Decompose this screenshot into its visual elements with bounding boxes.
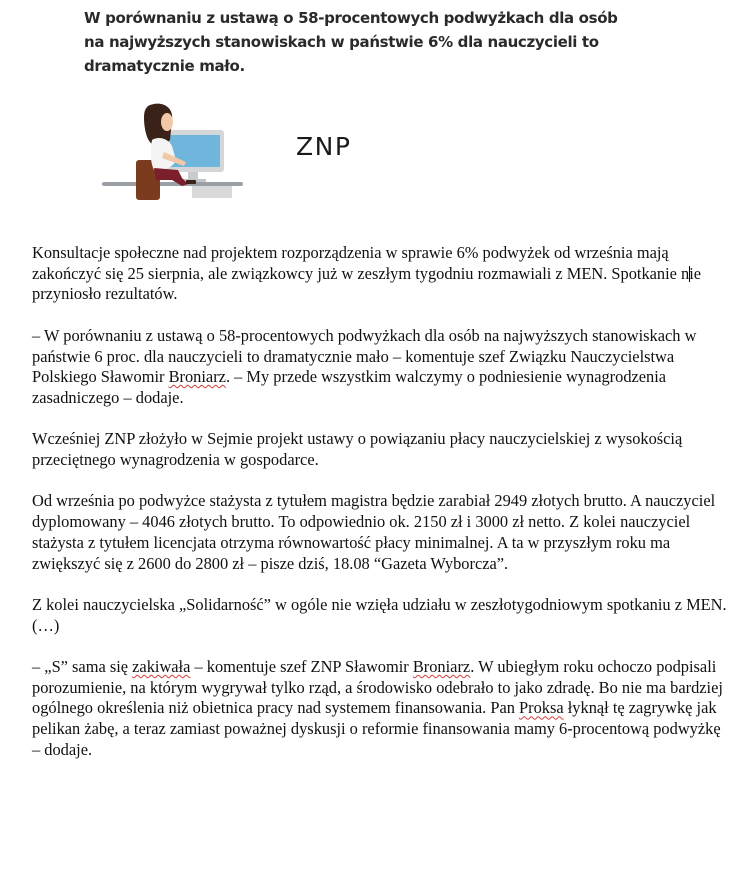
article-paragraph [32, 657, 732, 761]
misspelled-word[interactable]: Broniarz [168, 367, 226, 387]
article-paragraph: Od września po podwyżce stażysta z tytułem magistra będzie zarabiał 2949 złotych brutto. A nauczyciel dyplomowany – 4046 złotych brutto. To odpowiednio ok. 2150 zł i 3000 zł netto. Z kolei nauczyciel stażysta z tytułem licencjata otrzyma równowartość płacy minimalnej. A ta w przyszłym roku ma zwiększyć się z 2600 do 2800 zł – pisze dziś, 18.08 “Gazeta Wyborcza”. [32, 491, 716, 573]
paragraph-text: – „S” sama się [32, 656, 133, 676]
paragraph-text: Konsultacje społeczne nad projektem rozporządzenia w sprawie 6% podwyżek od września mają zakończyć się 25 sierpnia, ale związkowcy już w zeszłym tygodniu rozmawiali z MEN. Spotkanie n [32, 243, 690, 283]
znp-logo: ZNP [296, 132, 352, 161]
misspelled-word[interactable]: Proksa [519, 698, 564, 718]
headline-line: dramatycznie mało. [84, 57, 245, 75]
woman-at-computer-icon [100, 100, 245, 200]
article-body [32, 243, 732, 781]
article-paragraph [32, 326, 732, 409]
article-paragraph [32, 243, 732, 305]
article-paragraph: Z kolei nauczycielska „Solidarność” w ogóle nie wzięła udziału w zeszłotygodniowym spotkaniu z MEN. (…) [32, 594, 727, 635]
paragraph-text: . W ubiegłym roku ochoczo podpisali porozumienie, na którym wygrywał tylko rząd, a środowisko odebrało to jako zdradę. Bo nie ma bardziej ogólnego określenia niż obietnica pracy nad systemem finansowania. Pan [32, 656, 723, 718]
paragraph-text: – komentuje szef ZNP Sławomir [190, 656, 413, 676]
headline-line: W porównaniu z ustawą o 58-procentowych podwyżkach dla osób [84, 9, 618, 27]
paragraph-text: . – My przede wszystkim walczymy o podniesienie wynagrodzenia zasadniczego – dodaje. [32, 367, 667, 407]
paragraph-text: – W porównaniu z ustawą o 58-procentowych podwyżkach dla osób na najwyższych stanowiskach w państwie 6 proc. dla nauczycieli to dramatycznie mało – komentuje szef Związku Nauczycielstwa Polskiego Sławomir [32, 325, 697, 387]
misspelled-word[interactable]: Broniarz [412, 656, 471, 676]
headline [84, 6, 644, 78]
paragraph-text: ie przyniosło rezultatów. [32, 263, 702, 304]
article-paragraph: Wcześniej ZNP złożyło w Sejmie projekt ustawy o powiązaniu płacy nauczycielskiej z wysokością przeciętnego wynagrodzenia w gospodarce. [32, 429, 683, 469]
misspelled-word[interactable]: zakiwała [132, 656, 191, 676]
paragraph-text: łyknął tę zagrywkę jak pelikan żabę, a teraz zamiast poważnej dyskusji o reformie finansowania mamy 6-procentową podwyżkę – dodaje. [32, 698, 721, 759]
headline-line: na najwyższych stanowiskach w państwie 6% dla nauczycieli to [84, 33, 599, 51]
